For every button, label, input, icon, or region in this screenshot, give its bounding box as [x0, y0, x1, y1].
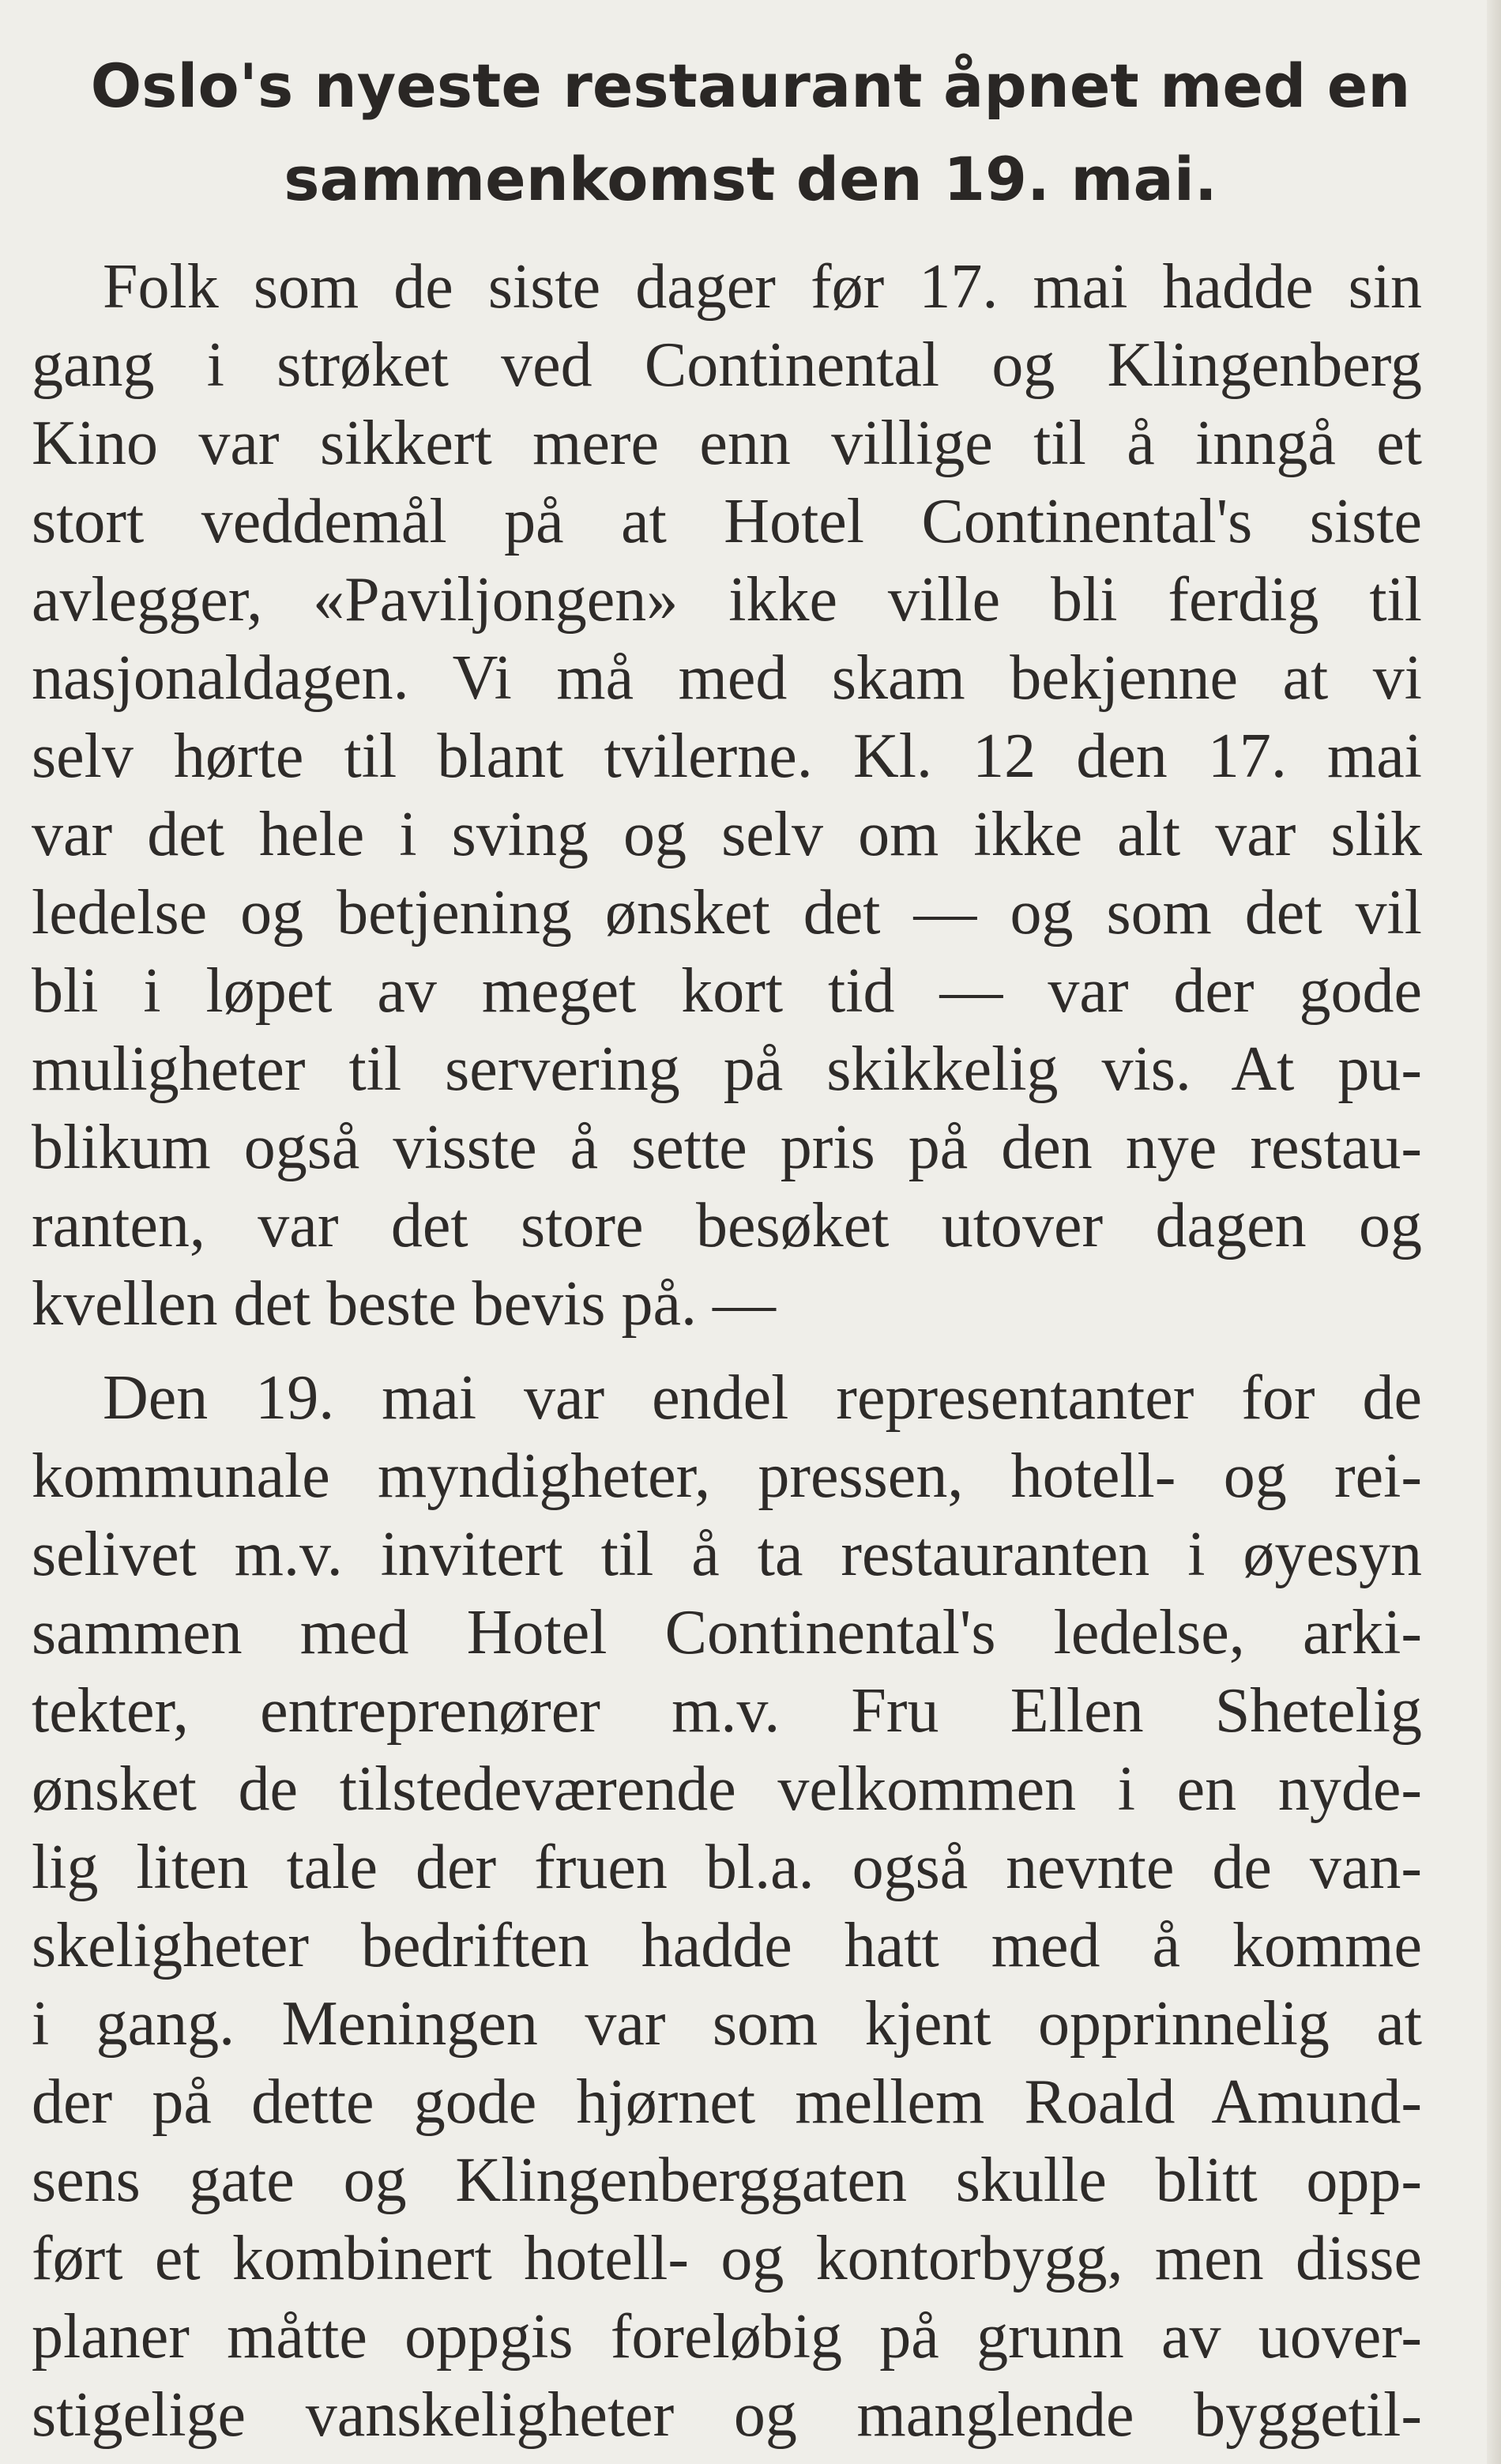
paragraph-line: der på dette gode hjørnet mellem Roald Amund-: [32, 2067, 1422, 2137]
paragraph-line: bli i løpet av meget kort tid — var der gode: [32, 956, 1422, 1026]
paragraph-line: kvellen det beste bevis på. —: [32, 1269, 776, 1339]
paragraph-line: ønsket de tilstedeværende velkommen i en nyde-: [32, 1754, 1422, 1824]
paragraph-line: sammen med Hotel Continental's ledelse, arki-: [32, 1598, 1422, 1667]
paragraph-line: blikum også visste å sette pris på den nye restau-: [32, 1113, 1422, 1182]
paragraph-1: [32, 248, 1422, 1343]
headline-line-2: sammenkomst den 19. mai.: [284, 144, 1217, 214]
paragraph-line: nasjonaldagen. Vi må med skam bekjenne at vi: [32, 643, 1422, 713]
paragraph-line: muligheter til servering på skikkelig vis. At pu-: [32, 1034, 1422, 1104]
paragraph-line: i gang. Meningen var som kjent opprinnelig at: [32, 1989, 1422, 2059]
article-headline: [0, 40, 1501, 226]
paragraph-line: selivet m.v. invitert til å ta restauranten i øyesyn: [32, 1520, 1422, 1589]
headline-line-1: Oslo's nyeste restaurant åpnet med en: [90, 51, 1411, 121]
paragraph-line: ledelse og betjening ønsket det — og som det vil: [32, 878, 1422, 948]
paragraph-2: [32, 1359, 1422, 2455]
paragraph-line: kommunale myndigheter, pressen, hotell- og rei-: [32, 1441, 1422, 1511]
paragraph-line: stigelige vanskeligheter og manglende byggetil-: [32, 2380, 1422, 2450]
paragraph-line: tekter, entreprenører m.v. Fru Ellen Shetelig: [32, 1676, 1422, 1746]
paragraph-line: planer måtte oppgis foreløbig på grunn av uover-: [32, 2302, 1422, 2372]
paragraph-line: var det hele i sving og selv om ikke alt var slik: [32, 800, 1422, 869]
paragraph-line: Den 19. mai var endel representanter for de: [103, 1363, 1422, 1433]
page-edge-shadow: [1487, 0, 1501, 2464]
paragraph-line: sens gate og Klingenberggaten skulle blitt opp-: [32, 2146, 1422, 2215]
paragraph-line: Kino var sikkert mere enn villige til å inngå et: [32, 409, 1422, 478]
paragraph-line: avlegger, «Paviljongen» ikke ville bli ferdig til: [32, 565, 1422, 635]
paragraph-line: selv hørte til blant tvilerne. Kl. 12 den 17. mai: [32, 721, 1422, 791]
paragraph-line: ført et kombinert hotell- og kontorbygg, men disse: [32, 2224, 1422, 2293]
paragraph-line: ranten, var det store besøket utover dagen og: [32, 1191, 1422, 1260]
paragraph-line: lig liten tale der fruen bl.a. også nevnte de van-: [32, 1833, 1422, 1902]
paragraph-line: Folk som de siste dager før 17. mai hadde sin: [103, 252, 1422, 322]
paragraph-line: stort veddemål på at Hotel Continental's siste: [32, 487, 1422, 556]
paragraph-line: gang i strøket ved Continental og Klingenberg: [32, 330, 1422, 400]
paragraph-line: skeligheter bedriften hadde hatt med å komme: [32, 1911, 1422, 1980]
